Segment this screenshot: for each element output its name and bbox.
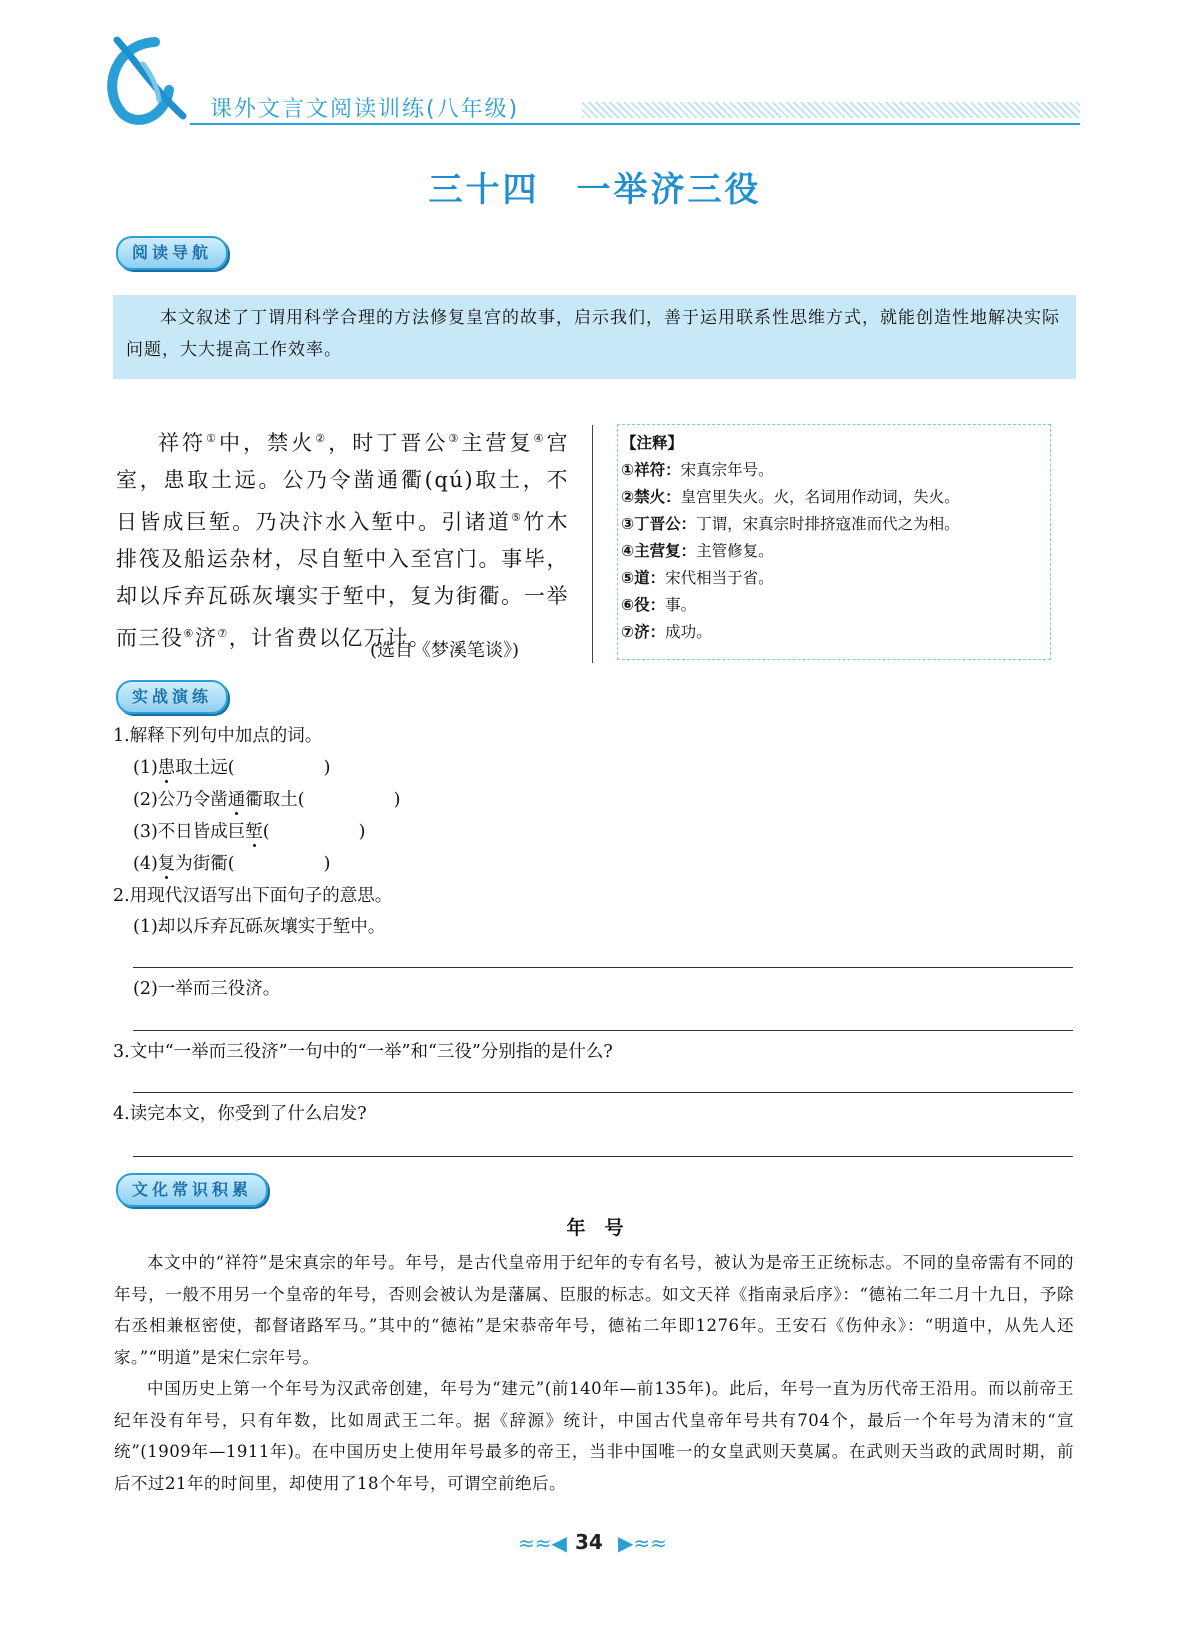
series-title: 课外文言文阅读训练(八年级) [210, 97, 520, 122]
question-1-item: (1)患取土远( ) [133, 758, 331, 778]
left-ornament-icon: ≈≈◀ [518, 1531, 567, 1555]
question-4: 4.读完本文，你受到了什么启发? [113, 1104, 367, 1124]
header-stripe-bar [582, 102, 1080, 118]
question-2-item: (1)却以斥弃瓦砾灰壤实于堑中。 [133, 917, 386, 937]
note-item: ⑦济：成功。 [621, 623, 712, 641]
question-2: 2.用现代汉语写出下面句子的意思。 [113, 886, 393, 906]
culture-title: 年 号 [566, 1217, 624, 1239]
note-item: ①祥符：宋真宗年号。 [621, 461, 774, 479]
culture-badge: 文化常识积累 [116, 1173, 268, 1207]
answer-line [133, 1030, 1073, 1031]
note-item: ⑥役：事。 [621, 596, 697, 614]
note-item: ②禁火：皇宫里失火。火，名词用作动词，失火。 [621, 488, 960, 506]
header-rule [190, 123, 1080, 125]
culture-text [114, 1247, 1074, 1499]
culture-paragraph: 中国历史上第一个年号为汉武帝创建，年号为“建元”(前140年—前135年)。此后，年号一直为历代帝王沿用。而以前帝王纪年没有年号，只有年数，比如周武王二年。据《辞源》统计，中国古代皇帝年号共有704个，最后一个年号为清末的“宣统”(1909年—1911年)。在中国历史上使用年号最多的帝王，当非中国唯一的女皇武则天莫属。在武则天当政的武周时期，前后不过21年的时间里，却使用了18个年号，可谓空前绝后。 [114, 1379, 1074, 1493]
question-1-item: (2)公乃令凿通衢取土( ) [133, 790, 401, 810]
question-1-item: (4)复为街衢( ) [133, 854, 331, 874]
question-3: 3.文中“一举而三役济”一句中的“一举”和“三役”分别指的是什么? [113, 1042, 613, 1062]
series-logo [95, 30, 205, 130]
reading-guide-text: 本文叙述了丁谓用科学合理的方法修复皇宫的故事，启示我们，善于运用联系性思维方式，就能创造性地解决实际问题，大大提高工作效率。 [126, 308, 1060, 360]
note-item: ⑤道：宋代相当于省。 [621, 569, 774, 587]
right-ornament-icon: ▶≈≈ [618, 1531, 667, 1555]
answer-line [133, 967, 1073, 968]
answer-line [133, 1092, 1073, 1093]
question-1-item: (3)不日皆成巨堑( ) [133, 822, 366, 842]
reading-guide-badge: 阅读导航 [116, 236, 228, 270]
column-divider [592, 425, 593, 663]
answer-line [133, 1156, 1073, 1157]
question-1: 1.解释下列句中加点的词。 [113, 726, 323, 746]
notes-heading: 【注释】 [621, 434, 684, 452]
notes-list [621, 430, 1051, 646]
note-item: ③丁晋公：丁谓，宋真宗时排挤寇准而代之为相。 [621, 515, 960, 533]
note-item: ④主营复：主管修复。 [621, 542, 774, 560]
page-title: 三十四 一举济三役 [428, 170, 762, 210]
page-number: 34 [575, 1530, 603, 1554]
text-source: (选自《梦溪笔谈》) [370, 640, 520, 661]
practice-badge: 实战演练 [116, 680, 228, 714]
culture-paragraph: 本文中的“祥符”是宋真宗的年号。年号，是古代皇帝用于纪年的专有名号，被认为是帝王正统标志。不同的皇帝需有不同的年号，一般不用另一个皇帝的年号，否则会被认为是藩属、臣服的标志。如文天祥《指南录后序》：“德祐二年二月十九日，予除右丞相兼枢密使，都督诸路军马。”其中的“德祐”是宋恭帝年号，德祐二年即1276年。王安石《伤仲永》：“明道中，从先人还家。”“明道”是宋仁宗年号。 [114, 1253, 1074, 1367]
classical-text: 祥符①中，禁火②，时丁晋公③主营复④宫室，患取土远。公乃令凿通衢(qú)取土，不日皆成巨堑。乃决汴水入堑中。引诸道⑤竹木排筏及船运杂材，尽自堑中入至宫门。事毕，却以斥弃瓦砾灰壤实于堑中，复为街衢。一举而三役⑥济⑦，计省费以亿万计。 [116, 431, 569, 650]
question-2-item: (2)一举而三役济。 [133, 979, 281, 999]
